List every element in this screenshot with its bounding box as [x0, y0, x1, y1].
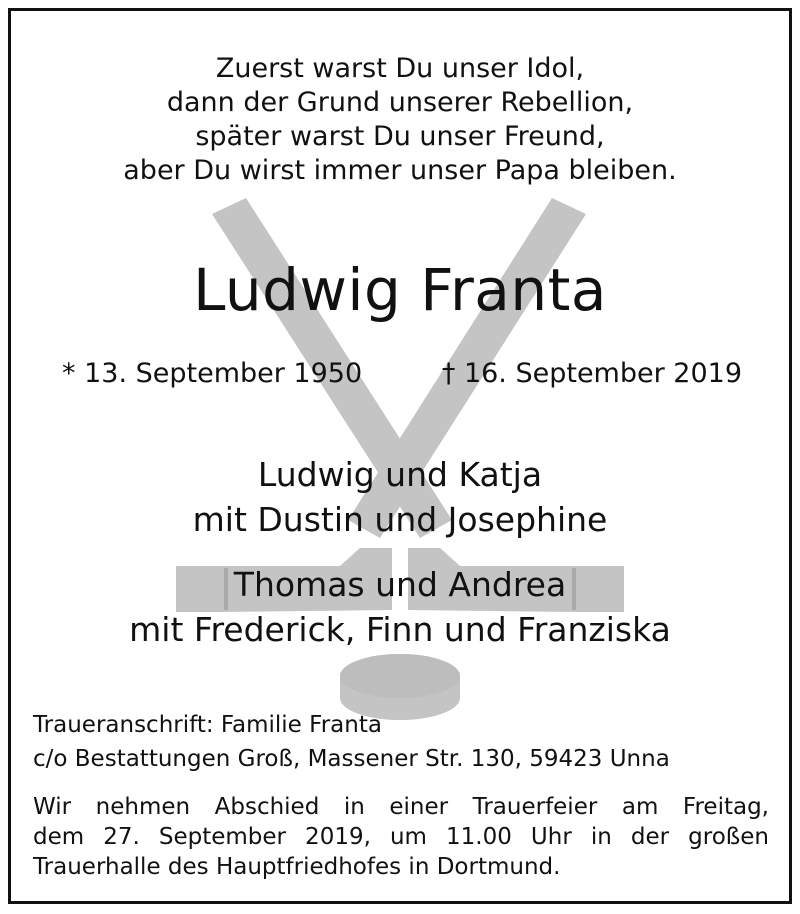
- mourning-address: [33, 708, 670, 776]
- notice-line: Trauerhalle des Hauptfriedhofes in Dortmund.: [33, 854, 561, 880]
- memorial-quote: [0, 52, 800, 188]
- family-line: mit Frederick, Finn und Franziska: [129, 610, 671, 649]
- quote-line: aber Du wirst immer unser Papa bleiben.: [123, 155, 677, 186]
- family-line: mit Dustin und Josephine: [192, 500, 608, 539]
- family-group-1: [0, 452, 800, 542]
- family-group-2: [0, 562, 800, 652]
- life-dates: [62, 356, 742, 392]
- birth-date: * 13. September 1950: [62, 358, 363, 389]
- notice-line: dem 27. September 2019, um 11.00 Uhr in der großen: [33, 824, 769, 850]
- quote-line: später warst Du unser Freund,: [195, 121, 605, 152]
- quote-line: dann der Grund unserer Rebellion,: [166, 87, 634, 118]
- notice-line: Wir nehmen Abschied in einer Trauerfeier am Freitag,: [33, 794, 769, 820]
- family-line: Ludwig und Katja: [257, 455, 543, 494]
- address-line: c/o Bestattungen Groß, Massener Str. 130, 59423 Unna: [33, 746, 670, 772]
- quote-line: Zuerst warst Du unser Idol,: [215, 53, 585, 84]
- family-line: Thomas und Andrea: [233, 565, 567, 604]
- funeral-notice: [33, 792, 769, 882]
- address-line: Traueranschrift: Familie Franta: [33, 712, 382, 738]
- deceased-name: Ludwig Franta: [193, 256, 607, 324]
- death-date: † 16. September 2019: [441, 358, 742, 389]
